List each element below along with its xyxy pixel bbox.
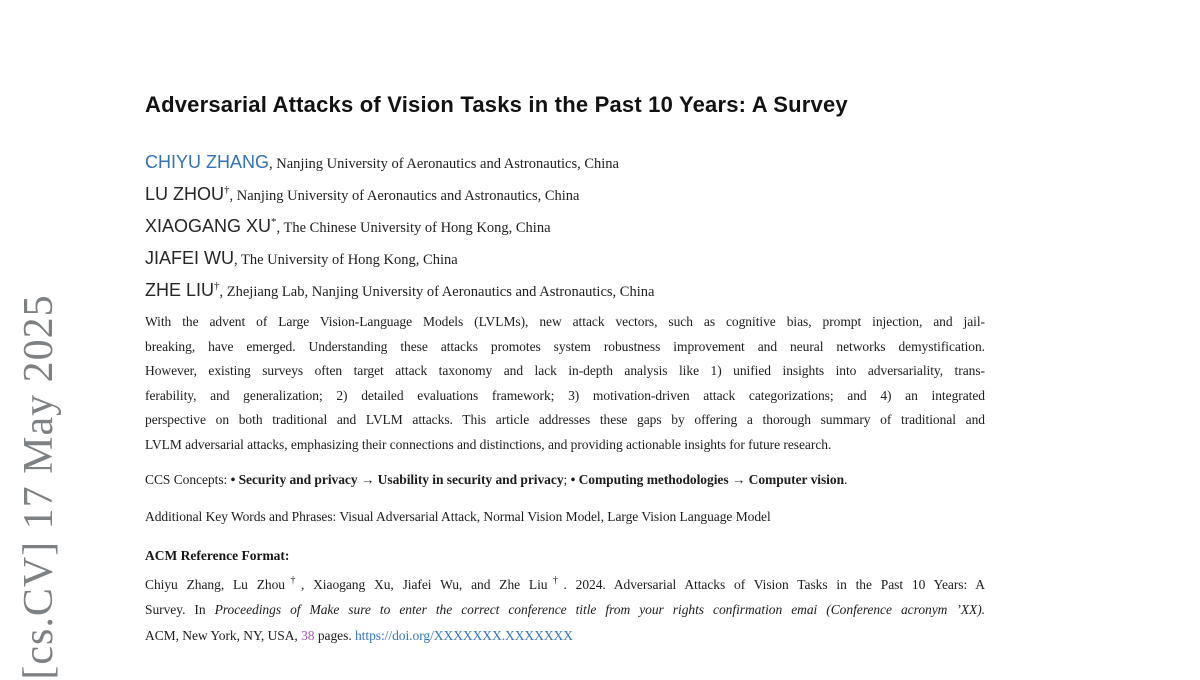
arxiv-watermark: [cs.CV] 17 May 2025 xyxy=(16,294,62,680)
author-name: JIAFEI WU xyxy=(145,248,234,268)
acm-reference-line xyxy=(145,623,985,648)
author-name: XIAOGANG XU xyxy=(145,216,272,236)
text-segment: ; xyxy=(563,471,571,487)
doi-link[interactable]: https://doi.org/XXXXXXX.XXXXXXX xyxy=(354,627,573,643)
acm-reference-line xyxy=(145,568,985,597)
dagger-mark: † xyxy=(285,574,301,586)
abstract-line: LVLM adversarial attacks, emphasizing their connections and distinctions, and providing actionable insights for future research. xyxy=(145,436,832,452)
author-name[interactable]: CHIYU ZHANG xyxy=(145,152,270,172)
abstract-line: perspective on both traditional and LVLM attacks. This article addresses these gaps by offering a thorough summary of traditional and xyxy=(145,412,985,428)
author-affiliation: , Nanjing University of Aeronautics and Astronautics, China xyxy=(229,188,580,204)
dagger-mark: † xyxy=(547,574,564,586)
author-row xyxy=(145,270,985,302)
keywords-text: Visual Adversarial Attack, Normal Vision Model, Large Vision Language Model xyxy=(336,508,771,524)
author-row xyxy=(145,238,985,270)
text-segment: CCS Concepts: xyxy=(145,471,231,487)
text-segment: . 2024. Adversarial Attacks of Vision Tasks in the Past 10 Years: A xyxy=(563,576,985,592)
abstract-line: breaking, have emerged. Understanding these attacks promotes system robustness improvement and neural networks demystification. xyxy=(145,338,985,354)
page-count: 38 xyxy=(301,627,315,643)
author-name: LU ZHOU xyxy=(145,184,225,204)
paper-title: Adversarial Attacks of Vision Tasks in the Past 10 Years: A Survey xyxy=(145,92,848,117)
author-affiliation: , Nanjing University of Aeronautics and Astronautics, China xyxy=(269,156,619,172)
author-row xyxy=(145,206,985,238)
abstract-line: However, existing surveys often target attack taxonomy and lack in-depth analysis like 1) unified insights into adversariality, trans- xyxy=(145,363,985,379)
author-name: ZHE LIU xyxy=(145,280,215,300)
text-segment: Chiyu Zhang, Lu Zhou xyxy=(145,576,285,592)
keywords-line xyxy=(145,507,985,527)
text-segment: ACM, New York, NY, USA, xyxy=(145,627,302,643)
acm-reference-header: ACM Reference Format: xyxy=(145,547,290,563)
author-affiliation: , Zhejiang Lab, Nanjing University of Aeronautics and Astronautics, China xyxy=(219,284,655,300)
author-affiliation-marker: * xyxy=(271,216,277,228)
ccs-concept-security: • Security and privacy → Usability in security and privacy xyxy=(230,471,564,487)
text-segment: Survey. In xyxy=(145,602,215,618)
abstract-line: With the advent of Large Vision-Language Models (LVLMs), new attack vectors, such as cognitive bias, prompt injection, and jail- xyxy=(145,314,985,329)
author-affiliation-marker: † xyxy=(214,280,220,292)
author-affiliation: , The University of Hong Kong, China xyxy=(234,252,458,268)
abstract-line: ferability, and generalization; 2) detailed evaluations framework; 3) motivation-driven attack categorizations; and 4) an integrated xyxy=(145,387,985,403)
acm-reference-line xyxy=(145,597,985,622)
author-affiliation: , The Chinese University of Hong Kong, China xyxy=(276,220,551,236)
ccs-concepts-line xyxy=(145,470,985,490)
paper-first-page xyxy=(145,92,985,648)
abstract xyxy=(145,310,985,458)
text-segment: , Xiaogang Xu, Jiafei Wu, and Zhe Liu xyxy=(300,576,548,592)
proceedings-title: Proceedings of Make sure to enter the correct conference title from your rights confirmation emai (Conference acronym ’XX). xyxy=(214,602,985,618)
ccs-concept-computing: • Computing methodologies → Computer vision xyxy=(570,471,845,487)
author-row xyxy=(145,174,985,206)
keywords-label: Additional Key Words and Phrases: xyxy=(145,508,337,524)
text-segment: pages. xyxy=(314,627,355,643)
text-segment: . xyxy=(844,471,848,487)
author-affiliation-marker: † xyxy=(224,184,230,196)
author-row xyxy=(145,142,985,174)
author-list xyxy=(145,142,985,302)
